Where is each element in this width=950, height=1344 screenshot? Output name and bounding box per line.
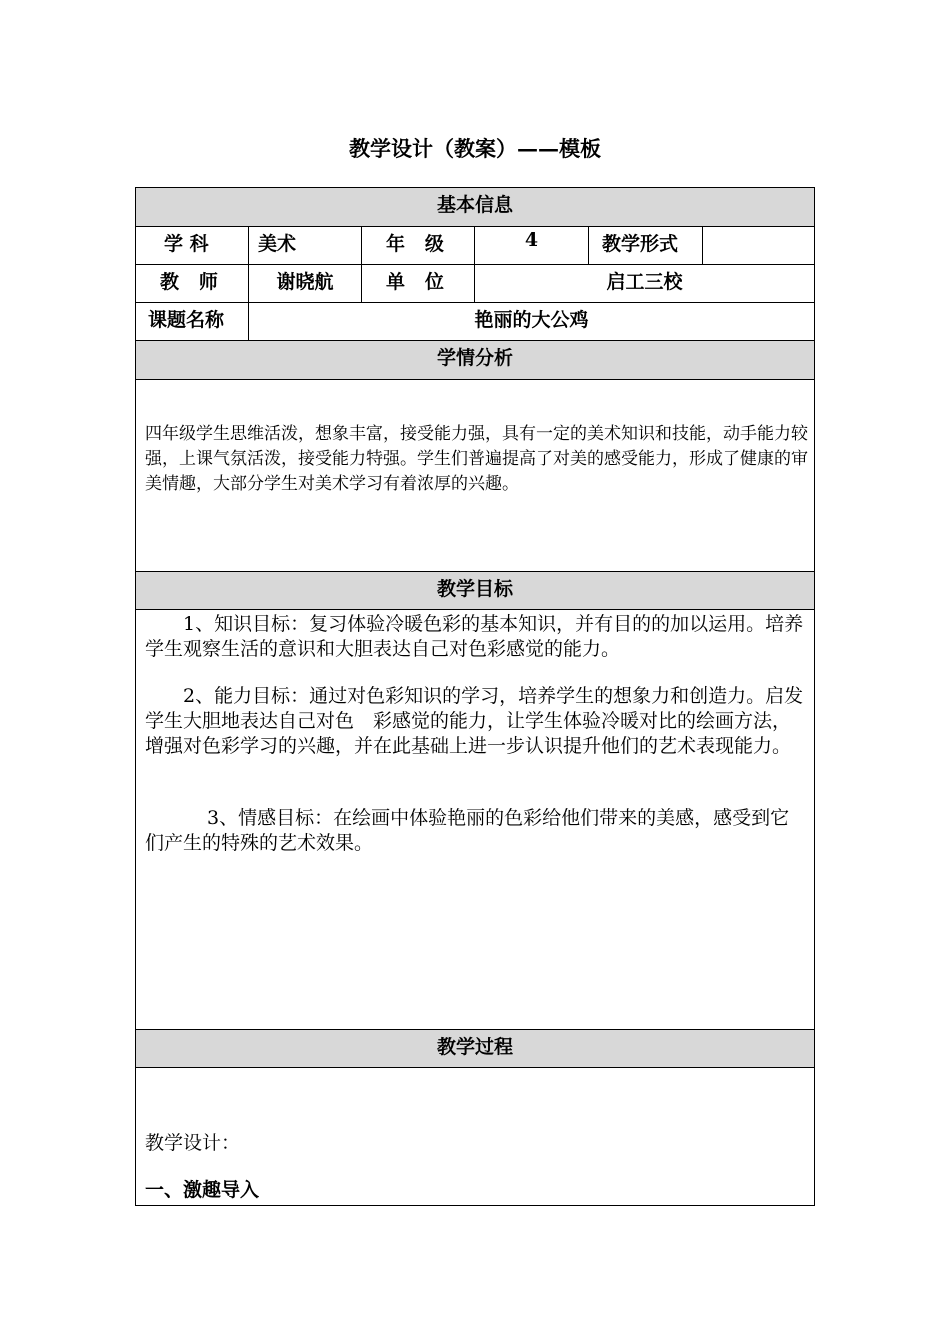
teaching-design-label: 教学设计： (145, 1132, 241, 1154)
teaching-form-label: 教学形式 (602, 233, 679, 255)
teacher-value: 谢晓航 (276, 271, 334, 293)
section-header-analysis (136, 341, 814, 380)
section-title-basic-info: 基本信息 (436, 194, 513, 216)
unit-value-cell (475, 265, 814, 302)
subject-value-cell (249, 227, 362, 264)
grade-label: 年 级 (386, 233, 444, 255)
analysis-content (136, 380, 814, 572)
section-header-goals (136, 572, 814, 610)
section-header-process (136, 1030, 814, 1068)
section-title-process: 教学过程 (436, 1036, 513, 1058)
unit-value: 启工三校 (606, 271, 683, 293)
goals-content (136, 610, 814, 1030)
teacher-label: 教 师 (160, 271, 218, 293)
page-title: 教学设计（教案）——模板 (349, 136, 601, 161)
lesson-plan-table (135, 187, 815, 1206)
section-header-basic-info (136, 188, 814, 227)
goal-knowledge: 1、知识目标：复习体验冷暖色彩的基本知识，并有目的的加以运用。培养学生观察生活的意识和大胆表达自己对色彩感觉的能力。 (145, 613, 804, 660)
info-row-teacher (136, 265, 814, 303)
subject-value: 美术 (258, 233, 297, 255)
form-value-cell (703, 227, 814, 264)
process-content (136, 1068, 814, 1205)
info-row-subject (136, 227, 814, 265)
info-row-topic (136, 303, 814, 341)
subject-label-cell (136, 227, 249, 264)
subject-label: 学 科 (164, 233, 209, 255)
topic-value: 艳丽的大公鸡 (474, 309, 589, 331)
grade-value: 4 (524, 229, 539, 251)
topic-value-cell (249, 303, 814, 340)
step-one-heading: 一、激趣导入 (145, 1179, 260, 1201)
grade-value-cell (475, 227, 589, 264)
form-label-cell (589, 227, 703, 264)
grade-label-cell (362, 227, 475, 264)
topic-label-cell (136, 303, 249, 340)
unit-label-cell (362, 265, 475, 302)
section-title-analysis: 学情分析 (436, 347, 513, 369)
unit-label: 单 位 (386, 271, 444, 293)
teacher-label-cell (136, 265, 249, 302)
section-title-goals: 教学目标 (436, 578, 513, 600)
teacher-value-cell (249, 265, 362, 302)
topic-label: 课题名称 (148, 309, 225, 331)
analysis-text: 四年级学生思维活泼，想象丰富，接受能力强，具有一定的美术知识和技能，动手能力较强，上课气氛活泼，接受能力特强。学生们普遍提高了对美的感受能力，形成了健康的审美情趣，大部分学生对美术学习有着浓厚的兴趣。 (145, 424, 808, 494)
goal-emotion: 3、情感目标：在绘画中体验艳丽的色彩给他们带来的美感，感受到它们产生的特殊的艺术效果。 (145, 807, 790, 854)
goal-ability: 2、能力目标：通过对色彩知识的学习，培养学生的想象力和创造力。启发学生大胆地表达自己对色 彩感觉的能力，让学生体验冷暖对比的绘画方法，增强对色彩学习的兴趣，并在此基础上进一步认识提升他们的艺术表现能力。 (145, 685, 804, 757)
